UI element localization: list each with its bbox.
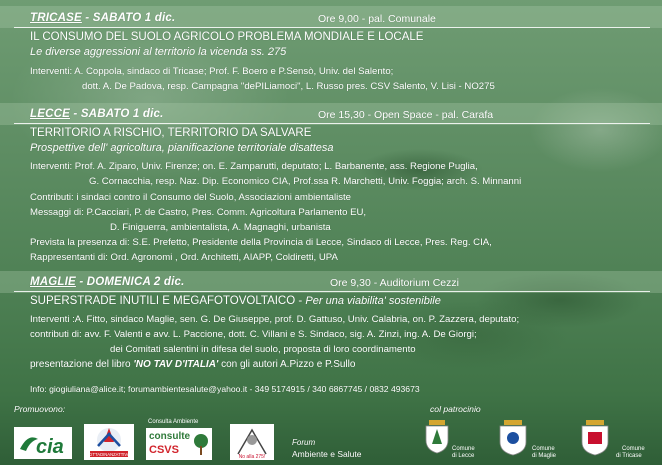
forum-main: Ambiente e Salute	[292, 449, 362, 459]
patron-tricase	[580, 420, 660, 462]
maglie-line-2: contributi di: avv. F. Valenti e avv. L. Paccione, dott. C. Villani e S. Sindaco, sig. A. Zinzi, ing. A. De Giorgi;	[30, 329, 477, 340]
divider-3	[14, 291, 650, 292]
patron-lecce-label-2: di Lecce	[452, 453, 475, 459]
patron-lecce-label-1: Comune	[452, 446, 475, 452]
lecce-time-place: Ore 15,30 - Open Space - pal. Carafa	[318, 109, 494, 121]
tricase-subtitle: Le diverse aggressioni al territorio la vicenda ss. 275	[30, 46, 287, 58]
maglie-heading: MAGLIE - DOMENICA 2 dic.	[30, 276, 185, 288]
maglie-title: SUPERSTRADE INUTILI E MEGAFOTOVOLTAICO -	[30, 295, 303, 307]
cittadinanza-attiva-logo	[84, 424, 134, 460]
cia-logo-text: cia	[36, 436, 64, 458]
patronage-label: col patrocinio	[430, 404, 481, 414]
promoted-label: Promuovono:	[14, 404, 66, 414]
tricase-date: SABATO 1 dic.	[92, 12, 176, 24]
lecce-line-5: D. Finiguerra, ambientalista, A. Magnaghi, urbanista	[110, 222, 331, 233]
csvs-logo	[146, 419, 218, 461]
maglie-line-3: dei Comitati salentini in difesa del suolo, proposta di loro coordinamento	[110, 344, 416, 355]
info-contacts: Info: giogiuliana@alice.it; forumambientesalute@yahoo.it - 349 5174915 / 340 6867745 / 0832 493673	[30, 384, 420, 394]
lecce-line-4: Messaggi di: P.Cacciari, P. de Castro, Pres. Comm. Agricoltura Parlamento EU,	[30, 207, 367, 218]
patron-tricase-label-1: Comune	[622, 446, 645, 452]
maglie-date: DOMENICA 2 dic.	[86, 276, 185, 288]
patron-maglie-label-2: di Maglie	[532, 453, 557, 459]
book-authors: con gli autori A.Pizzo e P.Sullo	[218, 359, 356, 370]
lecce-title: TERRITORIO A RISCHIO, TERRITORIO DA SALVARE	[30, 127, 312, 139]
divider-2	[14, 123, 650, 124]
tricase-heading: TRICASE - SABATO 1 dic.	[30, 12, 176, 24]
lecce-heading: LECCE - SABATO 1 dic.	[30, 108, 164, 120]
maglie-city: MAGLIE	[30, 276, 76, 288]
maglie-time-place: Ore 9,30 - Auditorium Cezzi	[330, 277, 459, 289]
patron-maglie-label-1: Comune	[532, 446, 555, 452]
lecce-line-3: Contributi: i sindaci contro il Consumo del Suolo, Associazioni ambientaliste	[30, 192, 352, 203]
maglie-line-1: Interventi :A. Fitto, sindaco Maglie, sen. G. De Giuseppe, prof. D. Gattuso, Univ. Calabria, on. P. Zazzera, deputato;	[30, 314, 520, 325]
maglie-line-4	[30, 359, 355, 370]
csvs-top: Consulta Ambiente	[148, 419, 199, 425]
tricase-city: TRICASE	[30, 12, 82, 24]
cittadinanza-text: CITTADINANZATTIVA	[88, 452, 130, 457]
tricase-time-place: Ore 9,00 - pal. Comunale	[318, 13, 436, 25]
tricase-crest-icon	[580, 420, 610, 456]
lecce-crest-icon	[424, 420, 450, 454]
patron-maglie	[498, 420, 570, 462]
maglie-title-row	[30, 295, 441, 307]
patron-lecce	[424, 420, 484, 462]
lecce-city: LECCE	[30, 108, 70, 120]
tree-icon	[192, 432, 210, 456]
maglie-crest-icon	[498, 420, 528, 456]
lecce-line-1: Interventi: Prof. A. Ziparo, Univ. Firenze; on. E. Zamparutti, deputato; L. Barbanente, ass. Regione Puglia,	[30, 161, 478, 172]
lecce-subtitle: Prospettive dell' agricoltura, pianificazione territoriale disattesa	[30, 142, 334, 154]
cia-logo	[14, 427, 72, 459]
book-intro: presentazione del libro	[30, 359, 134, 370]
patron-tricase-label-2: di Tricase	[616, 453, 642, 459]
tricase-line-1: Interventi: A. Coppola, sindaco di Tricase; Prof. F. Boero e P.Sensò, Univ. del Salento;	[30, 66, 394, 77]
divider-1	[14, 27, 650, 28]
lecce-line-7: Rappresentanti di: Ord. Agronomi , Ord. Architetti, AIAPP, Coldiretti, UPA	[30, 252, 338, 263]
no-alla-275-logo	[230, 424, 274, 460]
csvs-box	[146, 428, 212, 460]
maglie-subtitle: Per una viabilita' sostenibile	[305, 295, 441, 307]
no-275-text: No alla 275!	[238, 454, 266, 460]
tricase-line-2: dott. A. De Padova, resp. Campagna "dePILiamoci", L. Russo pres. CSV Salento, V. Lisi - NO275	[82, 81, 495, 92]
csvs-main: consulte	[149, 431, 191, 442]
lecce-line-6: Prevista la presenza di: S.E. Prefetto, Presidente della Provincia di Lecce, Sindaco di Lecce, Pres. Reg. CIA,	[30, 237, 492, 248]
tricase-title: IL CONSUMO DEL SUOLO AGRICOLO PROBLEMA MONDIALE E LOCALE	[30, 31, 424, 43]
lecce-date: SABATO 1 dic.	[80, 108, 164, 120]
book-title: 'NO TAV D'ITALIA'	[133, 359, 219, 370]
lecce-line-2: G. Cornacchia, resp. Naz. Dip. Economico CIA, Prof.ssa R. Marchetti, Univ. Foggia; arch. S. Minnanni	[89, 176, 522, 187]
forum-top: Forum	[292, 438, 316, 447]
csvs-sub: CSVS	[149, 444, 179, 456]
